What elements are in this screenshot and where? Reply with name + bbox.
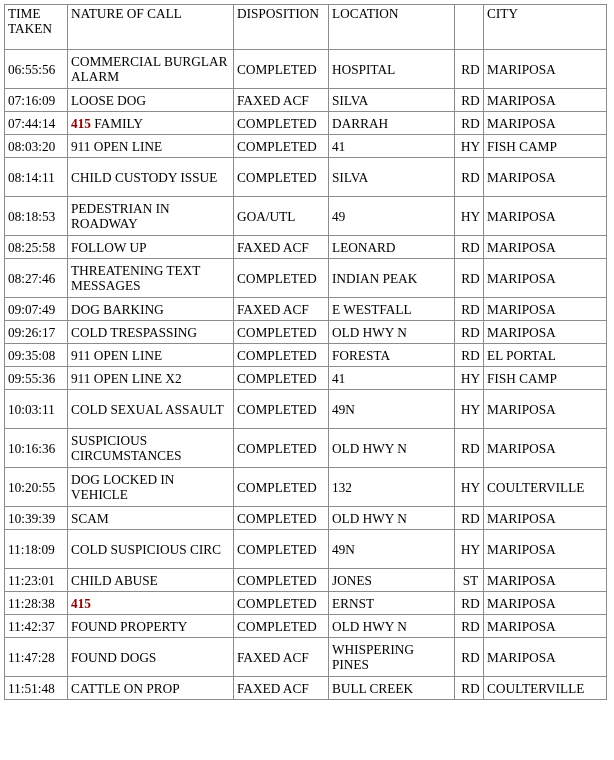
cell-nature (68, 158, 234, 197)
cell-nature (68, 468, 234, 507)
cell-nature (68, 89, 234, 112)
header-nature: NATURE OF CALL (68, 5, 234, 50)
cell-time: 08:14:11 (5, 158, 68, 197)
nature-text: PEDESTRIAN IN ROADWAY (71, 201, 170, 231)
table-row (5, 677, 607, 700)
cell-disposition: COMPLETED (234, 344, 329, 367)
cell-location: LEONARD (329, 236, 455, 259)
cell-disposition: FAXED ACF (234, 236, 329, 259)
cell-nature (68, 236, 234, 259)
cell-time: 11:28:38 (5, 592, 68, 615)
cell-disposition: COMPLETED (234, 112, 329, 135)
cell-nature (68, 592, 234, 615)
cell-disposition: COMPLETED (234, 259, 329, 298)
table-row (5, 135, 607, 158)
table-row (5, 468, 607, 507)
cell-nature (68, 50, 234, 89)
cell-location: WHISPERING PINES (329, 638, 455, 677)
cell-city: MARIPOSA (484, 321, 607, 344)
cell-city: MARIPOSA (484, 89, 607, 112)
table-row (5, 236, 607, 259)
cell-suffix: RD (455, 429, 484, 468)
cell-nature (68, 112, 234, 135)
table-row (5, 530, 607, 569)
cell-location: 41 (329, 135, 455, 158)
cell-suffix: HY (455, 390, 484, 429)
cell-suffix: RD (455, 89, 484, 112)
nature-text: CHILD CUSTODY ISSUE (71, 169, 218, 185)
table-row (5, 367, 607, 390)
cell-city: MARIPOSA (484, 638, 607, 677)
cell-city: EL PORTAL (484, 344, 607, 367)
cell-time: 08:27:46 (5, 259, 68, 298)
nature-text: THREATENING TEXT MESSAGES (71, 263, 201, 293)
cell-nature (68, 677, 234, 700)
cell-nature (68, 321, 234, 344)
cell-nature (68, 197, 234, 236)
table-row (5, 158, 607, 197)
cell-location: OLD HWY N (329, 615, 455, 638)
table-row (5, 112, 607, 135)
cell-disposition: COMPLETED (234, 468, 329, 507)
cell-city: COULTERVILLE (484, 468, 607, 507)
cell-location: BULL CREEK (329, 677, 455, 700)
table-row (5, 507, 607, 530)
cell-disposition: COMPLETED (234, 50, 329, 89)
cell-location: SILVA (329, 89, 455, 112)
nature-text: COLD SEXUAL ASSAULT (71, 401, 224, 417)
nature-text: FOLLOW UP (71, 239, 147, 255)
cell-location: OLD HWY N (329, 429, 455, 468)
cell-location: 132 (329, 468, 455, 507)
cell-city: MARIPOSA (484, 390, 607, 429)
table-row (5, 50, 607, 89)
cell-time: 10:16:36 (5, 429, 68, 468)
penal-code: 415 (71, 115, 91, 131)
nature-text: FAMILY (90, 115, 143, 131)
cell-time: 06:55:56 (5, 50, 68, 89)
cell-location: 49 (329, 197, 455, 236)
cell-disposition: COMPLETED (234, 429, 329, 468)
cell-time: 10:39:39 (5, 507, 68, 530)
cell-time: 11:23:01 (5, 569, 68, 592)
cell-suffix: RD (455, 259, 484, 298)
call-log-table (4, 4, 607, 700)
cell-suffix: HY (455, 367, 484, 390)
cell-suffix: HY (455, 135, 484, 158)
cell-location: ERNST (329, 592, 455, 615)
cell-nature (68, 615, 234, 638)
cell-city: MARIPOSA (484, 530, 607, 569)
cell-time: 08:18:53 (5, 197, 68, 236)
cell-time: 09:35:08 (5, 344, 68, 367)
cell-location: DARRAH (329, 112, 455, 135)
cell-city: MARIPOSA (484, 592, 607, 615)
cell-suffix: RD (455, 321, 484, 344)
cell-time: 07:44:14 (5, 112, 68, 135)
cell-city: MARIPOSA (484, 50, 607, 89)
header-suffix (455, 5, 484, 50)
cell-suffix: RD (455, 677, 484, 700)
nature-text: LOOSE DOG (71, 92, 146, 108)
cell-time: 11:51:48 (5, 677, 68, 700)
nature-text: COLD TRESPASSING (71, 324, 197, 340)
cell-disposition: COMPLETED (234, 135, 329, 158)
cell-suffix: RD (455, 158, 484, 197)
cell-disposition: FAXED ACF (234, 638, 329, 677)
cell-nature (68, 638, 234, 677)
cell-time: 07:16:09 (5, 89, 68, 112)
cell-suffix: RD (455, 615, 484, 638)
cell-disposition: COMPLETED (234, 367, 329, 390)
cell-city: MARIPOSA (484, 197, 607, 236)
header-disposition: DISPOSITION (234, 5, 329, 50)
cell-time: 08:03:20 (5, 135, 68, 158)
cell-city: MARIPOSA (484, 615, 607, 638)
cell-disposition: GOA/UTL (234, 197, 329, 236)
cell-location: 41 (329, 367, 455, 390)
cell-suffix: HY (455, 530, 484, 569)
table-row (5, 638, 607, 677)
penal-code: 415 (71, 595, 91, 611)
cell-suffix: RD (455, 344, 484, 367)
header-city: CITY (484, 5, 607, 50)
cell-nature (68, 507, 234, 530)
cell-nature (68, 530, 234, 569)
table-row (5, 592, 607, 615)
cell-disposition: FAXED ACF (234, 677, 329, 700)
cell-time: 09:26:17 (5, 321, 68, 344)
cell-suffix: RD (455, 236, 484, 259)
nature-text: FOUND PROPERTY (71, 618, 188, 634)
cell-nature (68, 569, 234, 592)
cell-suffix: RD (455, 507, 484, 530)
cell-location: E WESTFALL (329, 298, 455, 321)
cell-disposition: COMPLETED (234, 530, 329, 569)
call-log (4, 4, 607, 700)
cell-location: HOSPITAL (329, 50, 455, 89)
header-row (5, 5, 607, 50)
cell-suffix: RD (455, 298, 484, 321)
cell-suffix: RD (455, 592, 484, 615)
cell-disposition: COMPLETED (234, 321, 329, 344)
nature-text: COLD SUSPICIOUS CIRC (71, 541, 221, 557)
table-row (5, 298, 607, 321)
nature-text: DOG LOCKED IN VEHICLE (71, 472, 175, 502)
cell-city: MARIPOSA (484, 507, 607, 530)
nature-text: FOUND DOGS (71, 649, 157, 665)
cell-time: 10:03:11 (5, 390, 68, 429)
cell-suffix: HY (455, 197, 484, 236)
cell-disposition: COMPLETED (234, 158, 329, 197)
cell-suffix: RD (455, 638, 484, 677)
table-row (5, 344, 607, 367)
cell-location: FORESTA (329, 344, 455, 367)
table-row (5, 615, 607, 638)
cell-time: 08:25:58 (5, 236, 68, 259)
cell-time: 10:20:55 (5, 468, 68, 507)
cell-nature (68, 367, 234, 390)
cell-location: JONES (329, 569, 455, 592)
cell-location: 49N (329, 390, 455, 429)
nature-text: 911 OPEN LINE (71, 138, 163, 154)
table-body (5, 50, 607, 700)
cell-city: FISH CAMP (484, 135, 607, 158)
cell-time: 11:42:37 (5, 615, 68, 638)
cell-city: MARIPOSA (484, 158, 607, 197)
nature-text: 911 OPEN LINE (71, 347, 163, 363)
cell-disposition: COMPLETED (234, 507, 329, 530)
cell-nature (68, 298, 234, 321)
table-row (5, 569, 607, 592)
table-row (5, 429, 607, 468)
cell-disposition: COMPLETED (234, 390, 329, 429)
cell-location: SILVA (329, 158, 455, 197)
cell-time: 11:18:09 (5, 530, 68, 569)
cell-disposition: FAXED ACF (234, 298, 329, 321)
nature-text: SCAM (71, 510, 109, 526)
cell-location: OLD HWY N (329, 507, 455, 530)
table-row (5, 390, 607, 429)
table-row (5, 197, 607, 236)
cell-city: MARIPOSA (484, 298, 607, 321)
nature-text: DOG BARKING (71, 301, 164, 317)
nature-text: 911 OPEN LINE X2 (71, 370, 182, 386)
cell-nature (68, 390, 234, 429)
cell-disposition: COMPLETED (234, 569, 329, 592)
table-row (5, 89, 607, 112)
cell-nature (68, 344, 234, 367)
cell-time: 11:47:28 (5, 638, 68, 677)
cell-city: MARIPOSA (484, 259, 607, 298)
cell-disposition: COMPLETED (234, 592, 329, 615)
cell-location: OLD HWY N (329, 321, 455, 344)
cell-nature (68, 429, 234, 468)
table-row (5, 321, 607, 344)
header-time: TIME TAKEN (5, 5, 68, 50)
cell-suffix: RD (455, 112, 484, 135)
nature-text: CATTLE ON PROP (71, 680, 180, 696)
cell-disposition: COMPLETED (234, 615, 329, 638)
nature-text: COMMERCIAL BURGLAR ALARM (71, 54, 228, 84)
table-row (5, 259, 607, 298)
cell-suffix: RD (455, 50, 484, 89)
cell-suffix: HY (455, 468, 484, 507)
nature-text: CHILD ABUSE (71, 572, 158, 588)
cell-location: 49N (329, 530, 455, 569)
cell-suffix: ST (455, 569, 484, 592)
cell-disposition: FAXED ACF (234, 89, 329, 112)
nature-text: SUSPICIOUS CIRCUMSTANCES (71, 433, 182, 463)
cell-location: INDIAN PEAK (329, 259, 455, 298)
cell-city: COULTERVILLE (484, 677, 607, 700)
cell-city: MARIPOSA (484, 429, 607, 468)
cell-time: 09:55:36 (5, 367, 68, 390)
cell-city: MARIPOSA (484, 112, 607, 135)
cell-nature (68, 135, 234, 158)
cell-city: MARIPOSA (484, 569, 607, 592)
cell-city: MARIPOSA (484, 236, 607, 259)
cell-city: FISH CAMP (484, 367, 607, 390)
cell-time: 09:07:49 (5, 298, 68, 321)
header-location: LOCATION (329, 5, 455, 50)
cell-nature (68, 259, 234, 298)
